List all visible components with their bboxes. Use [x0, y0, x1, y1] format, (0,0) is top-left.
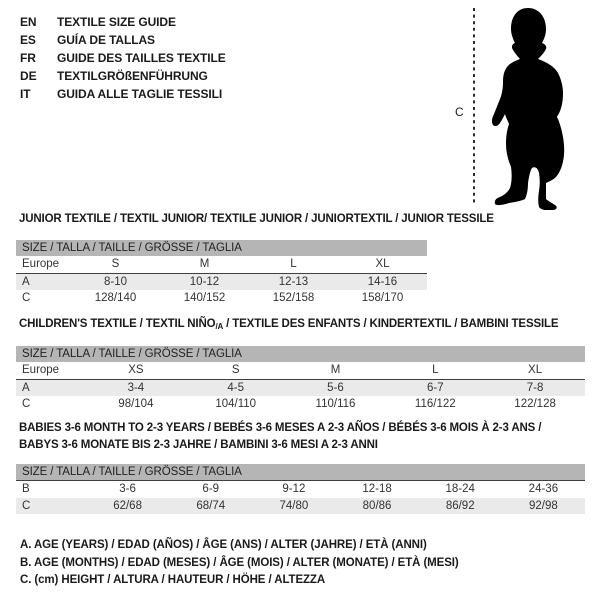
- value-cell: 9-12: [282, 483, 306, 496]
- lang-row-fr: [20, 49, 226, 67]
- row-label: B: [22, 483, 30, 496]
- value-cell: 68/74: [169, 498, 252, 515]
- value-cell: 104/110: [215, 398, 257, 411]
- value-cell: 158/170: [361, 292, 404, 305]
- junior-age-row: [16, 273, 427, 290]
- children-height-row: [16, 396, 585, 413]
- size-cell: S: [186, 362, 286, 379]
- junior-table-title: JUNIOR TEXTILE / TEXTIL JUNIOR/ TEXTILE JUNIOR / JUNIORTEXTIL / JUNIOR TESSILE: [19, 213, 494, 225]
- junior-size-header-bar: SIZE / TALLA / TAILLE / GRÖSSE / TAGLIA: [16, 240, 427, 256]
- children-age-row: [16, 379, 585, 396]
- size-cell: S: [71, 256, 160, 273]
- toddler-silhouette-figure: [450, 3, 598, 210]
- junior-region-row: [16, 256, 427, 273]
- babies-months-row: [16, 481, 585, 498]
- row-label: C: [16, 498, 86, 515]
- region-label: Europe: [16, 256, 71, 273]
- lang-row-it: [20, 85, 226, 103]
- junior-table: [16, 240, 427, 307]
- lang-label: GUÍA DE TALLAS: [57, 33, 155, 47]
- lang-row-es: [20, 31, 226, 49]
- lang-label: GUIDE DES TAILLES TEXTILE: [57, 51, 226, 65]
- value-cell: 62/68: [86, 498, 169, 515]
- children-title-subscript: /A: [215, 322, 224, 331]
- lang-row-en: [20, 13, 226, 31]
- size-cell: XS: [86, 362, 186, 379]
- lang-label: TEXTILE SIZE GUIDE: [57, 15, 176, 29]
- row-label: C: [22, 292, 31, 305]
- children-table-title: [19, 318, 558, 331]
- value-cell: 92/98: [502, 498, 585, 515]
- value-cell: 6-7: [385, 379, 485, 396]
- row-label: A: [16, 273, 71, 290]
- lang-label: TEXTILGRÖßENFÜHRUNG: [57, 69, 208, 83]
- size-cell: M: [160, 256, 249, 273]
- babies-size-table: [16, 481, 585, 514]
- footnote-height-cm: C. (cm) HEIGHT / ALTURA / HAUTEUR / HÖHE / ALTEZZA: [20, 574, 326, 586]
- row-label: A: [16, 379, 86, 396]
- children-table: [16, 346, 585, 413]
- children-size-header-bar: SIZE / TALLA / TAILLE / GRÖSSE / TAGLIA: [16, 346, 585, 362]
- value-cell: 80/86: [335, 498, 418, 515]
- size-cell: L: [249, 256, 338, 273]
- junior-height-row: [16, 290, 427, 307]
- row-label: C: [22, 398, 31, 411]
- value-cell: 122/128: [514, 398, 556, 411]
- size-cell: XL: [338, 256, 427, 273]
- region-label: Europe: [16, 362, 86, 379]
- value-cell: 6-9: [202, 483, 220, 496]
- size-cell: L: [385, 362, 485, 379]
- value-cell: 18-24: [445, 483, 475, 496]
- size-cell: M: [286, 362, 386, 379]
- value-cell: 3-6: [119, 483, 136, 496]
- lang-label: GUIDA ALLE TAGLIE TESSILI: [57, 87, 223, 101]
- value-cell: 10-12: [160, 273, 249, 290]
- value-cell: 110/116: [315, 398, 356, 411]
- value-cell: 86/92: [419, 498, 502, 515]
- lang-code: FR: [20, 51, 36, 65]
- size-cell: XL: [485, 362, 585, 379]
- value-cell: 12-18: [362, 483, 392, 496]
- lang-code: DE: [20, 69, 37, 83]
- lang-code: EN: [20, 15, 37, 29]
- children-title-pre: CHILDREN'S TEXTILE / TEXTIL NIÑO: [19, 318, 216, 330]
- children-region-row: [16, 362, 585, 379]
- height-measure-label: C: [455, 105, 464, 119]
- footnote-age-years: A. AGE (YEARS) / EDAD (AÑOS) / ÂGE (ANS) / ALTER (JAHRE) / ETÀ (ANNI): [20, 539, 427, 551]
- value-cell: 152/158: [272, 292, 315, 305]
- value-cell: 4-5: [186, 379, 286, 396]
- value-cell: 98/104: [118, 398, 154, 411]
- value-cell: 5-6: [286, 379, 386, 396]
- value-cell: 8-10: [71, 273, 160, 290]
- value-cell: 128/140: [94, 292, 137, 305]
- babies-title-line1: BABIES 3-6 MONTH TO 2-3 YEARS / BEBÉS 3-6 MESES A 2-3 AÑOS / BÉBÉS 3-6 MOIS À 2-3 ANS /: [19, 422, 542, 434]
- value-cell: 24-36: [528, 483, 559, 496]
- lang-code: ES: [20, 33, 36, 47]
- babies-title-line2: BABYS 3-6 MONATE BIS 2-3 JAHRE / BAMBINI 3-6 MESI A 2-3 ANNI: [19, 438, 378, 451]
- value-cell: 74/80: [252, 498, 335, 515]
- children-title-post: / TEXTILE DES ENFANTS / KINDERTEXTIL / BAMBINI TESSILE: [223, 318, 559, 330]
- toddler-silhouette: [492, 8, 564, 210]
- value-cell: 140/152: [183, 292, 226, 305]
- value-cell: 12-13: [249, 273, 338, 290]
- value-cell: 7-8: [485, 379, 585, 396]
- junior-size-table: [16, 256, 427, 307]
- babies-table-title: [19, 420, 541, 453]
- lang-row-de: [20, 67, 226, 85]
- footnote-age-months: B. AGE (MONTHS) / EDAD (MESES) / ÂGE (MOIS) / ALTER (MONATE) / ETÀ (MESI): [20, 556, 459, 569]
- value-cell: 14-16: [338, 273, 427, 290]
- footnotes: [20, 537, 459, 590]
- babies-height-row: [16, 498, 585, 515]
- babies-table: [16, 464, 585, 514]
- babies-size-header-bar: SIZE / TALLA / TAILLE / GRÖSSE / TAGLIA: [16, 464, 585, 481]
- children-size-table: [16, 362, 585, 413]
- language-guide-list: [20, 13, 226, 103]
- lang-code: IT: [20, 87, 31, 101]
- value-cell: 116/122: [414, 398, 456, 411]
- value-cell: 3-4: [86, 379, 186, 396]
